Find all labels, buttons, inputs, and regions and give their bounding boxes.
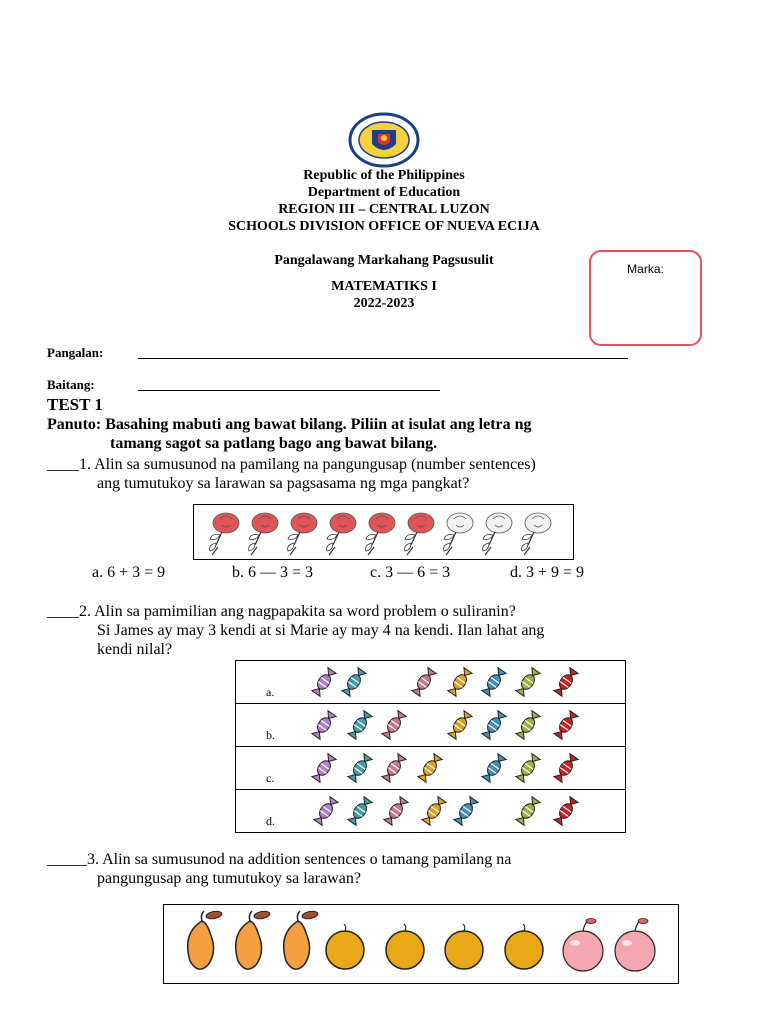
subject-title: MATEMATIKS I (331, 279, 437, 294)
q1-choice-c: c. 3 — 6 = 3 (370, 564, 451, 581)
apple-icon (563, 919, 603, 972)
q1-choice-b: b. 6 — 3 = 3 (232, 564, 314, 581)
candy-icon (347, 710, 372, 739)
question-1-line-2: ang tumutukoy sa larawan sa pagsasama ng mga pangkat? (97, 475, 470, 492)
candy-icon (417, 753, 442, 782)
option-c-label: c. (266, 771, 275, 785)
mango-icon (284, 910, 319, 969)
red-rose-icon (288, 513, 317, 555)
candy-icon (311, 710, 336, 739)
header-region: REGION III – CENTRAL LUZON (278, 202, 490, 217)
mango-icon (236, 910, 271, 969)
fruits-picture (163, 904, 679, 984)
question-3-line-1: _____3. Alin sa sumusunod na addition sentences o tamang pamilang na (47, 851, 512, 868)
header-division: SCHOOLS DIVISION OFFICE OF NUEVA ECIJA (228, 219, 540, 234)
candy-icon (447, 667, 472, 696)
candy-icon (515, 753, 540, 782)
question-2-line-2: Si James ay may 3 kendi at si Marie ay may 4 na kendi. Ilan lahat ang (97, 622, 545, 639)
candy-option-d[interactable] (236, 790, 625, 832)
header-republic: Republic of the Philippines (303, 168, 465, 183)
candy-icon (481, 667, 506, 696)
candy-icon (311, 667, 336, 696)
candy-icon (341, 667, 366, 696)
candy-icon (553, 796, 578, 825)
candy-option-b[interactable] (236, 704, 625, 747)
score-label: Marka: (627, 262, 664, 276)
q1-choice-a: a. 6 + 3 = 9 (92, 564, 166, 581)
candy-icon (515, 796, 540, 825)
candy-icon (347, 753, 372, 782)
white-rose-icon (444, 513, 473, 555)
deped-seal-icon (348, 112, 420, 168)
directions-line-2: tamang sagot sa patlang bago ang bawat bilang. (110, 435, 438, 452)
question-3-line-2: pangungusap ang tumutukoy sa larawan? (97, 870, 361, 887)
question-2-line-1: ____2. Alin sa pamimilian ang nagpapakita sa word problem o suliranin? (47, 603, 516, 620)
candy-icon (481, 710, 506, 739)
exam-title: Pangalawang Markahang Pagsusulit (274, 253, 494, 268)
school-year: 2022-2023 (353, 296, 415, 311)
score-box[interactable] (589, 250, 702, 346)
red-rose-icon (210, 513, 239, 555)
candy-option-c[interactable] (236, 747, 625, 790)
red-rose-icon (249, 513, 278, 555)
candy-icon (381, 710, 406, 739)
q1-choice-d: d. 3 + 9 = 9 (510, 564, 585, 581)
candy-icon (553, 710, 578, 739)
candy-icon (313, 796, 338, 825)
name-field[interactable] (138, 358, 628, 359)
option-b-label: b. (266, 728, 275, 742)
candy-icon (381, 753, 406, 782)
option-a-label: a. (266, 685, 275, 699)
orange-icon (505, 924, 543, 969)
question-1-line-1: ____1. Alin sa sumusunod na pamilang na pangungusap (number sentences) (47, 456, 536, 473)
candy-row-a-icons (236, 661, 625, 704)
candy-row-d-icons (236, 790, 625, 832)
header-department: Department of Education (307, 185, 461, 200)
candy-option-a[interactable] (236, 661, 625, 704)
apple-icon (615, 919, 655, 972)
orange-icon (326, 924, 364, 969)
white-rose-icon (483, 513, 512, 555)
grade-field[interactable] (138, 390, 440, 391)
candy-icon (515, 710, 540, 739)
candy-icon (311, 753, 336, 782)
candy-icon (481, 753, 506, 782)
grade-label: Baitang: (47, 377, 95, 392)
candy-icon (553, 667, 578, 696)
candy-icon (553, 753, 578, 782)
white-rose-icon (522, 513, 551, 555)
candy-options-table (235, 660, 626, 833)
red-rose-icon (327, 513, 356, 555)
mango-icon (188, 910, 223, 969)
name-label: Pangalan: (47, 345, 104, 360)
orange-icon (445, 924, 483, 969)
directions-line-1: Panuto: Basahing mabuti ang bawat bilang. Piliin at isulat ang letra ng (47, 416, 532, 433)
candy-icon (447, 710, 472, 739)
question-2-line-3: kendi nilal? (97, 641, 173, 658)
candy-row-b-icons (236, 704, 625, 747)
option-d-label: d. (266, 814, 275, 828)
red-rose-icon (405, 513, 434, 555)
candy-icon (411, 667, 436, 696)
candy-icon (383, 796, 408, 825)
candy-icon (421, 796, 446, 825)
roses-picture (193, 504, 574, 560)
candy-icon (515, 667, 540, 696)
red-rose-icon (366, 513, 395, 555)
candy-icon (347, 796, 372, 825)
candy-icon (453, 796, 478, 825)
orange-icon (386, 924, 424, 969)
candy-row-c-icons (236, 747, 625, 790)
test-title: TEST 1 (47, 395, 103, 414)
